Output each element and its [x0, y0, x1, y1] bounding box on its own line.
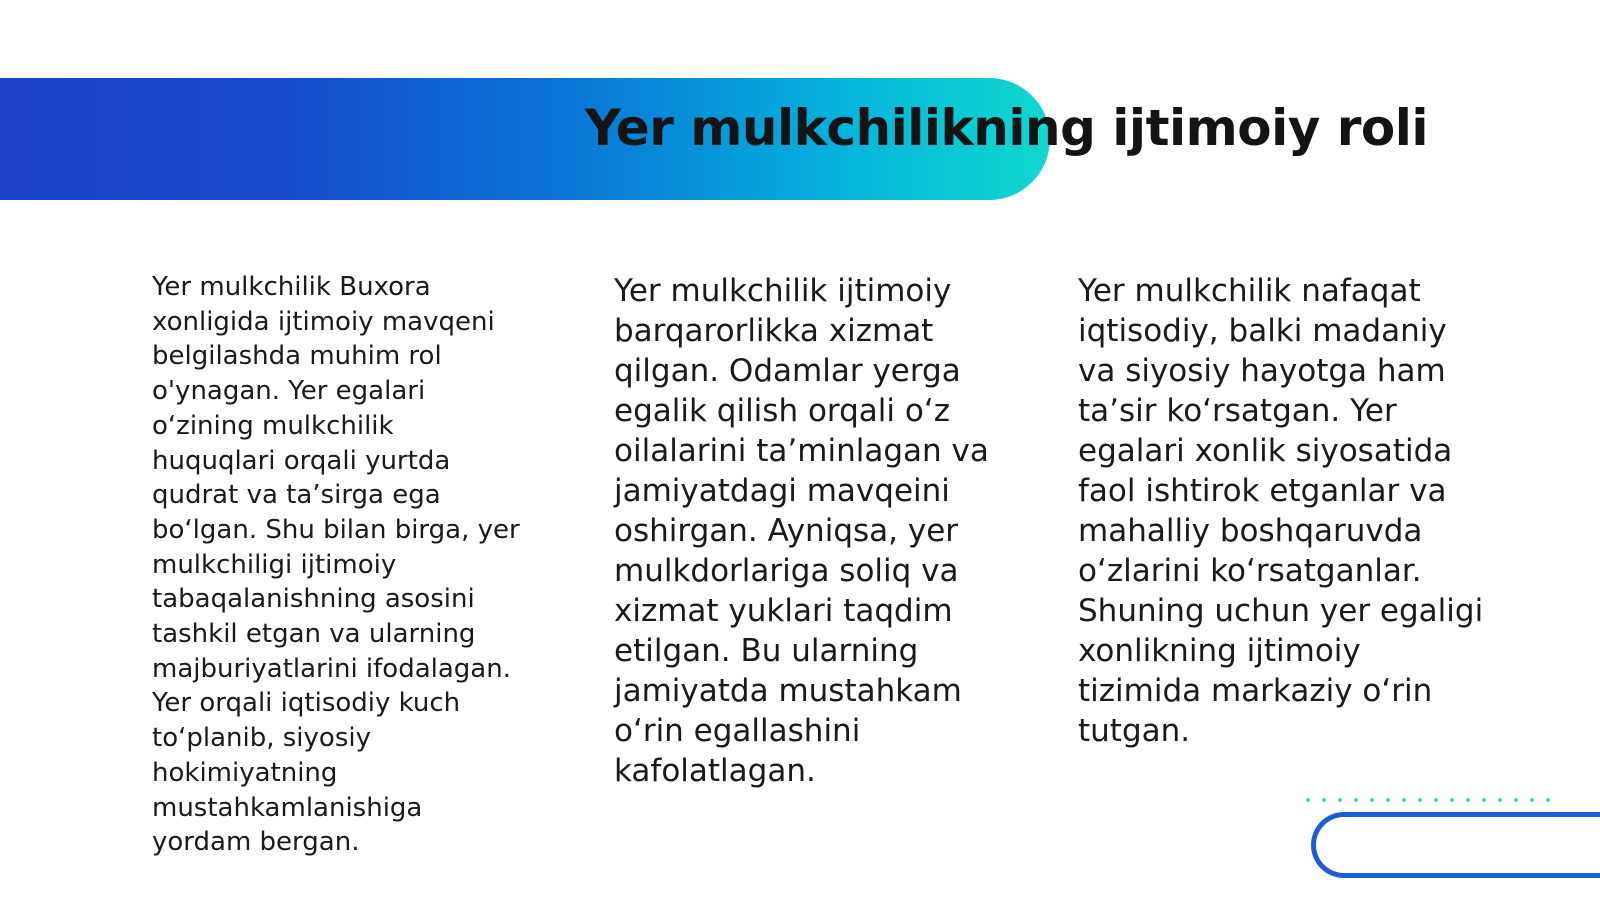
- decorative-pill-outline: [1311, 812, 1600, 878]
- decorative-dotted-line: [1300, 798, 1562, 802]
- slide-title: Yer mulkchilikning ijtimoiy roli: [584, 99, 1428, 157]
- text-column-2: Yer mulkchilik ijtimoiy barqarorlikka xizmat qilgan. Odamlar yerga egalik qilish orqali o‘z oilalarini ta’minlagan va jamiyatdagi mavqeini oshirgan. Ayniqsa, yer mulkdorlariga soliq va xizmat yuklari taqdim etilgan. Bu ularning jamiyatda mustahkam o‘rin egallashini kafolatlagan.: [614, 273, 989, 789]
- text-column-1: Yer mulkchilik Buxora xonligida ijtimoiy mavqeni belgilashda muhim rol o'ynagan. Yer egalari o‘zining mulkchilik huquqlari orqali yurtda qudrat va ta’sirga ega bo‘lgan. Shu bilan birga, yer mulkchiligi ijtimoiy tabaqalanishning asosini tashkil etgan va ularning majburiyatlarini ifodalagan. Yer orqali iqtisodiy kuch to‘planib, siyosiy hokimiyatning mustahkamlanishiga yordam bergan.: [152, 272, 520, 858]
- text-column-3: Yer mulkchilik nafaqat iqtisodiy, balki madaniy va siyosiy hayotga ham ta’sir ko‘rsatgan. Yer egalari xonlik siyosatida faol ishtirok etganlar va mahalliy boshqaruvda o‘zlarini ko‘rsatganlar. Shuning uchun yer egaligi xonlikning ijtimoiy tizimida markaziy o‘rin tutgan.: [1078, 273, 1484, 749]
